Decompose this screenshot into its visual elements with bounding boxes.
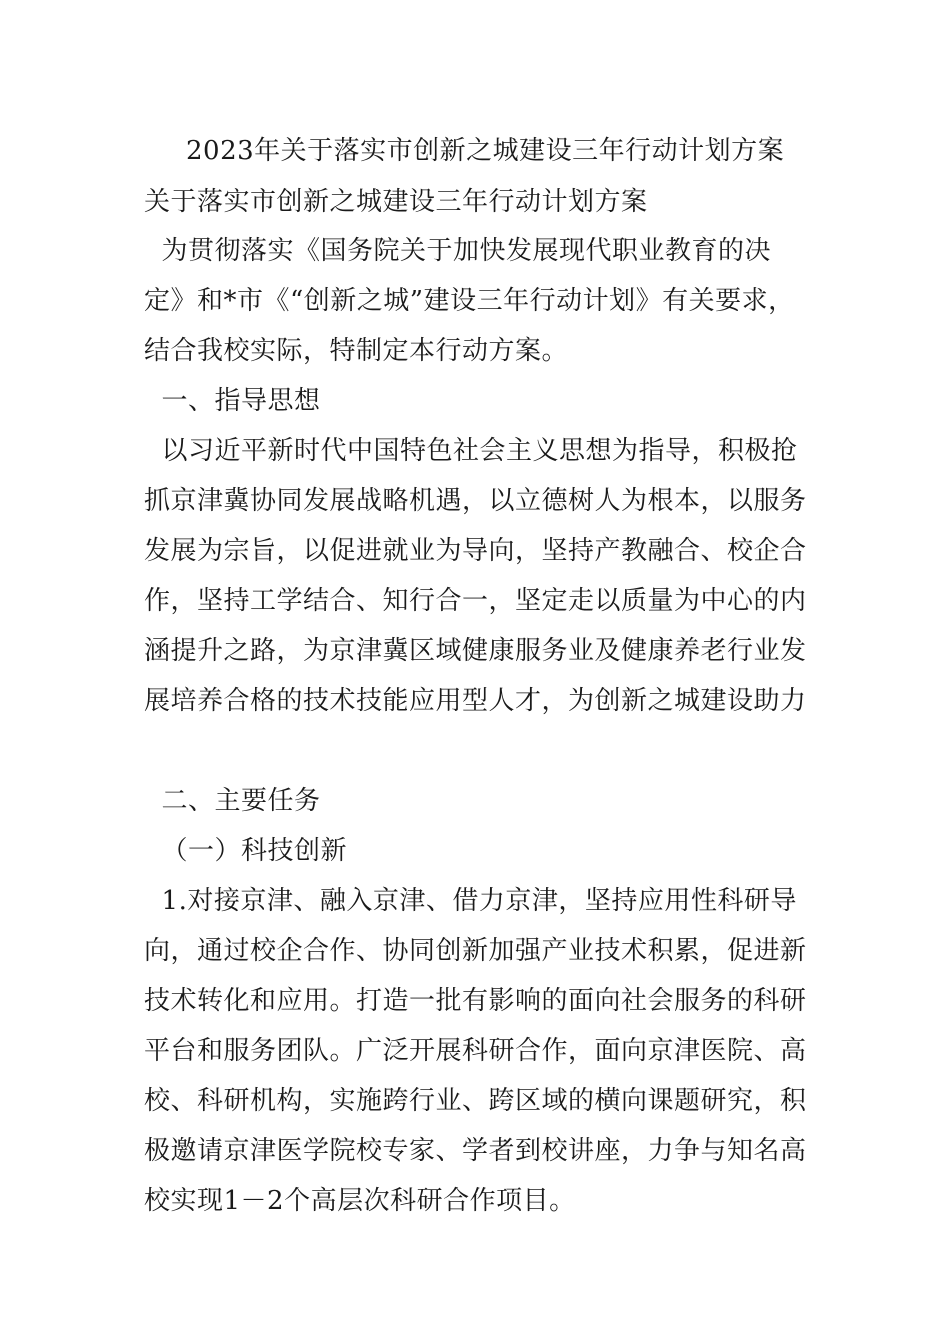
paragraph-line: 展培养合格的技术技能应用型人才，为创新之城建设助力	[144, 686, 807, 716]
paragraph-line: 极邀请京津医学院校专家、学者到校讲座，力争与知名高	[144, 1136, 807, 1166]
paragraph-line: 涵提升之路，为京津冀区域健康服务业及健康养老行业发	[144, 636, 807, 666]
paragraph-line: 向，通过校企合作、协同创新加强产业技术积累，促进新	[144, 936, 807, 966]
paragraph-line: 校实现1－2个高层次科研合作项目。	[144, 1186, 576, 1216]
paragraph-line: 1.对接京津、融入京津、借力京津，坚持应用性科研导	[144, 886, 797, 916]
document-title: 2023年关于落实市创新之城建设三年行动计划方案	[186, 136, 785, 166]
paragraph-line: 抓京津冀协同发展战略机遇，以立德树人为根本，以服务	[144, 486, 807, 516]
paragraph-line: 作，坚持工学结合、知行合一，坚定走以质量为中心的内	[144, 586, 807, 616]
paragraph-line: 校、科研机构，实施跨行业、跨区域的横向课题研究，积	[144, 1086, 807, 1116]
document-subtitle: 关于落实市创新之城建设三年行动计划方案	[144, 187, 648, 217]
paragraph-line: 平台和服务团队。广泛开展科研合作，面向京津医院、高	[144, 1036, 807, 1066]
section-heading-guiding-thought: 一、指导思想	[144, 386, 321, 416]
intro-line: 定》和*市《“创新之城”建设三年行动计划》有关要求，	[144, 286, 795, 316]
intro-line: 为贯彻落实《国务院关于加快发展现代职业教育的决	[144, 236, 772, 266]
intro-line: 结合我校实际，特制定本行动方案。	[144, 336, 569, 366]
paragraph-line: 发展为宗旨，以促进就业为导向，坚持产教融合、校企合	[144, 536, 807, 566]
paragraph-line: 技术转化和应用。打造一批有影响的面向社会服务的科研	[144, 986, 807, 1016]
section-heading-main-tasks: 二、主要任务	[144, 786, 321, 816]
paragraph-line: 以习近平新时代中国特色社会主义思想为指导，积极抢	[144, 436, 798, 466]
subsection-heading-tech-innovation: （一）科技创新	[144, 836, 348, 866]
